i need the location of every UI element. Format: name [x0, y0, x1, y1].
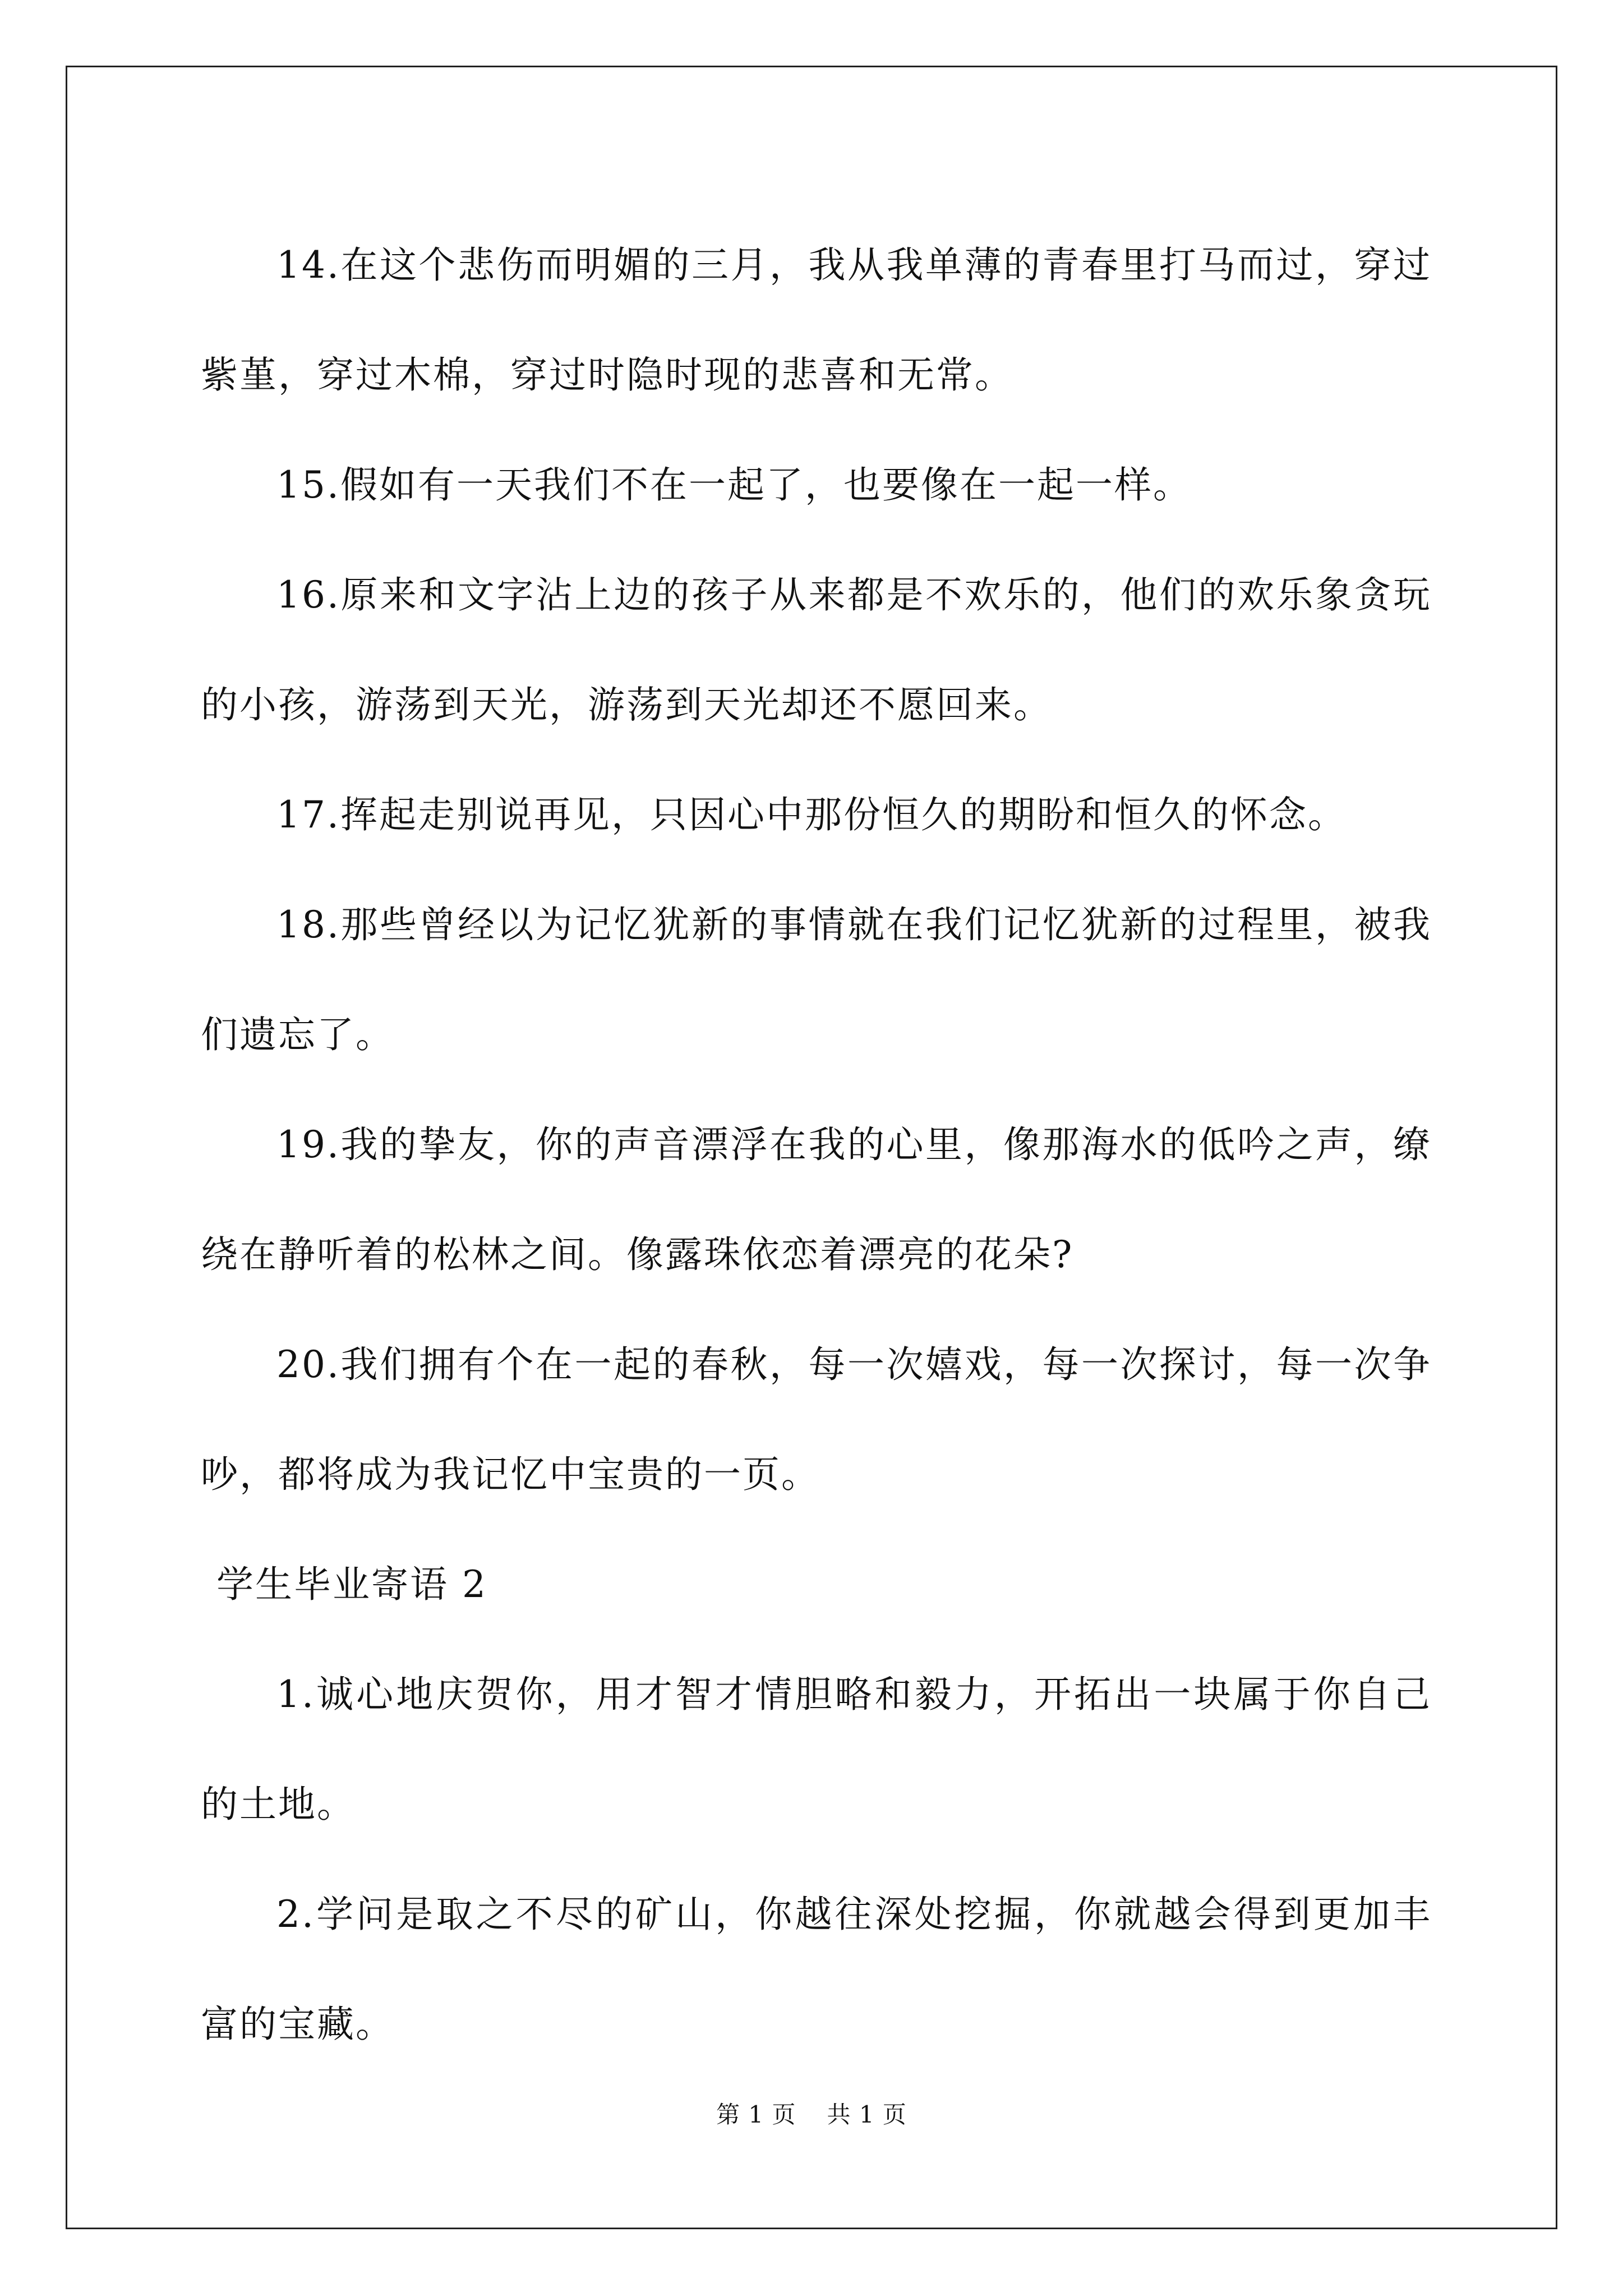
paragraph-18: 18.那些曾经以为记忆犹新的事情就在我们记忆犹新的过程里，被我们遗忘了。: [201, 903, 1432, 1056]
page-number: 第 1 页: [716, 2101, 796, 2128]
paragraph-17: 17.挥起走别说再见，只因心中那份恒久的期盼和恒久的怀念。: [276, 793, 1347, 836]
page-footer: [0, 2098, 1623, 2132]
paragraph-15: 15.假如有一天我们不在一起了，也要像在一起一样。: [276, 463, 1192, 507]
paragraph-14: 14.在这个悲伤而明媚的三月，我从我单薄的青春里打马而过，穿过紫堇，穿过木棉，穿过时隐时现的悲喜和无常。: [201, 243, 1432, 397]
paragraph-20: 20.我们拥有个在一起的春秋，每一次嬉戏，每一次探讨，每一次争吵，都将成为我记忆中宝贵的一页。: [201, 1343, 1432, 1496]
document-body: [201, 210, 1432, 2079]
paragraph-16: 16.原来和文字沾上边的孩子从来都是不欢乐的，他们的欢乐象贪玩的小孩，游荡到天光，游荡到天光却还不愿回来。: [201, 573, 1432, 726]
paragraph-2: 2.学问是取之不尽的矿山，你越往深处挖掘，你就越会得到更加丰富的宝藏。: [201, 1893, 1432, 2046]
paragraph-1: 1.诚心地庆贺你，用才智才情胆略和毅力，开拓出一块属于你自己的土地。: [201, 1673, 1432, 1826]
section-heading: 学生毕业寄语 2: [216, 1563, 487, 1606]
paragraph-19: 19.我的挚友，你的声音漂浮在我的心里，像那海水的低吟之声，缭绕在静听着的松林之间。像露珠依恋着漂亮的花朵?: [201, 1123, 1432, 1276]
page-total: 共 1 页: [827, 2101, 907, 2128]
